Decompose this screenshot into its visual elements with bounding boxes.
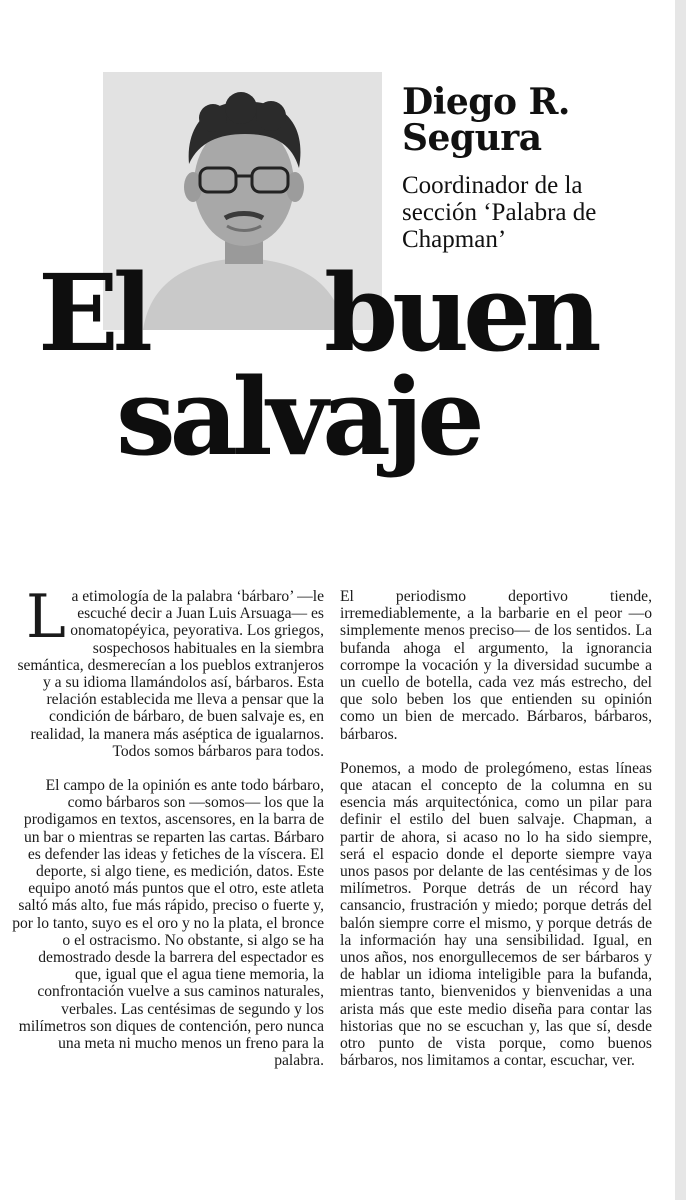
drop-cap: L <box>26 582 66 652</box>
article-column-right <box>340 588 652 1086</box>
headline-word-2: buen <box>324 250 596 375</box>
author-name: Diego R. Segura <box>402 81 570 159</box>
article-paragraph: El campo de la opinión es ante todo bárbaro, como bárbaros son —somos— los que la prodigamos en textos, ascensores, en la barra de un bar o mientras se reparten las cartas. Bárbaro es defender las ideas y fetiches de la víscera. El deporte, si algo tiene, es medición, datos. Este equipo anotó más puntos que el otro, este atleta saltó más alto, fue más rápido, preciso o fuerte y, por lo tanto, suyo es el oro y no la plata, el bronce o el ostracismo. No obstante, si algo se ha demostrado desde la barrera del espectador es que, igual que el agua tiene memoria, la confrontación vuelve a sus caminos naturales, verbales. Las centésimas de segundo y los milímetros son diques de contención, pero nunca una meta ni mucho menos un freno para la palabra. <box>12 777 324 1070</box>
headline-word-1: El <box>38 250 148 375</box>
article-paragraph <box>12 582 324 760</box>
headline-line-2: salvaje <box>116 354 479 479</box>
paragraph-text: a etimología de la palabra ‘bárbaro’ —le escuché decir a Juan Luis Arsuaga— es onomatopéyica, peyorativa. Los griegos, sospechosos habituales en la siembra semántica, desmerecían a los pueblos extranjeros y a su idioma llamándolos así, bárbaros. Esta relación establecida me lleva a pensar que la condición de bárbaro, de buen salvaje es, en realidad, la manera más aséptica de igualarnos. Todos somos bárbaros para todos. <box>17 588 324 760</box>
article-column-left <box>12 582 324 1086</box>
page-edge <box>675 0 686 1200</box>
article-paragraph: El periodismo deportivo tiende, irremediablemente, a la barbarie en el peor —o simplemente menos preciso— de los sentidos. La bufanda ahoga el argumento, la ignorancia corrompe la vocación y la diversidad sucumbe a un cuello de botella, cada vez más estrecho, del que solo beben los que entienden su opinión como un bien de mercado. Bárbaros, bárbaros, bárbaros. <box>340 588 652 743</box>
author-role: Coordinador de la sección ‘Palabra de Chapman’ <box>402 172 597 253</box>
article-paragraph: Ponemos, a modo de prolegómeno, estas líneas que atacan el concepto de la columna en su esencia más arquitectónica, como un pilar para definir el estilo del buen salvaje. Chapman, a partir de ahora, si acaso no lo ha sido siempre, será el espacio donde el deporte siempre vaya unos pasos por delante de las centésimas y de los milímetros. Porque detrás de un récord hay cansancio, frustración y miedo; porque detrás del balón siempre corre el mismo, y porque detrás de la información hay una sensibilidad. Igual, en unos años, nos enorgullecemos de ser bárbaros y de hablar un idioma inteligible para la bufanda, mientras tanto, bienvenidos y bienvenidas a una arista más que este medio diseña para contar las historias que no se escuchan y, las que sí, desde otro punto de vista porque, como buenos bárbaros, nos limitamos a contar, escuchar, ver. <box>340 759 652 1070</box>
